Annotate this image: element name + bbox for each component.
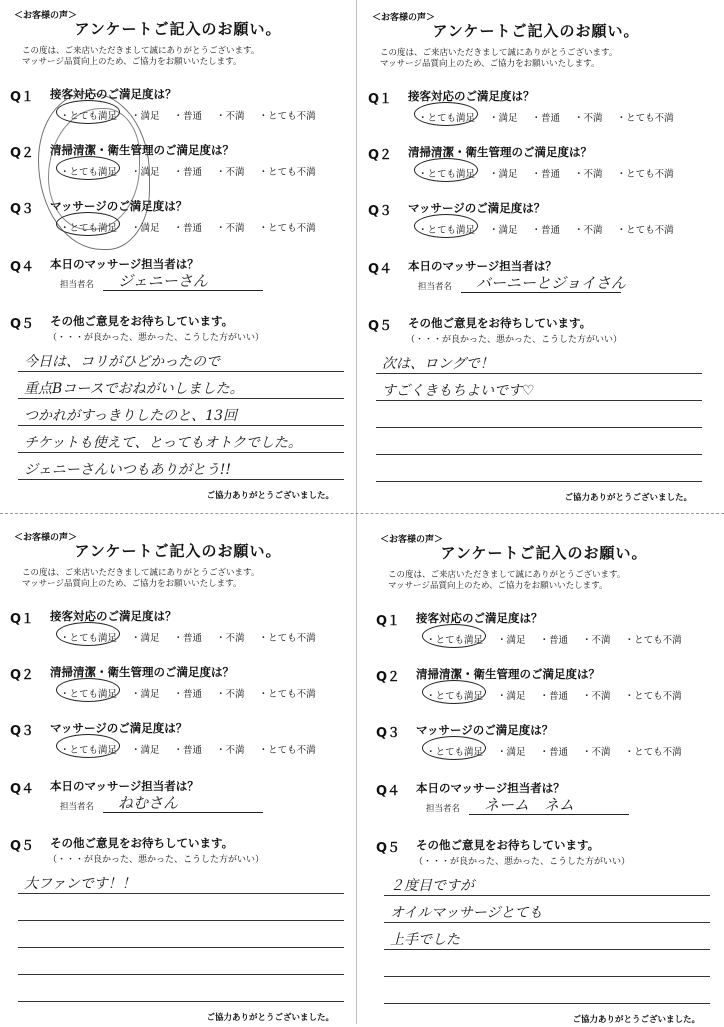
question-5	[374, 837, 714, 997]
question-number: Q４	[376, 784, 401, 799]
option-very-dissatisfied[interactable]: ・とても不満	[624, 691, 682, 702]
question-4	[8, 256, 348, 296]
option-dissatisfied[interactable]: ・不満	[216, 745, 245, 756]
question-text: 清掃清潔・衛生管理のご満足度は？	[416, 667, 600, 681]
question-text: 清掃清潔・衛生管理のご満足度は？	[50, 143, 234, 157]
option-satisfied[interactable]: ・満足	[131, 633, 160, 644]
intro-line-1: この度は、ご来店いただきまして誠にありがとうございます。	[22, 568, 260, 578]
staff-name-handwritten[interactable]: バーニーとジョイさん	[476, 274, 626, 292]
survey-intro	[388, 570, 625, 592]
customer-voice-tag: ＜お客様の声＞	[14, 11, 78, 21]
option-dissatisfied[interactable]: ・不満	[582, 747, 611, 758]
question-1	[374, 610, 714, 650]
intro-line-2: マッサージ品質向上のため、ご協力をお願いいたします。	[22, 57, 242, 67]
question-text: マッサージのご満足度は？	[50, 199, 188, 213]
staff-name-handwritten[interactable]: ねむさん	[118, 794, 179, 812]
comment-line	[376, 481, 702, 482]
comment-line	[384, 895, 710, 896]
comment-line	[376, 427, 702, 428]
comment-line	[18, 1001, 344, 1002]
comment-text-3[interactable]: つかれがすっきりしたのと、13回	[24, 408, 237, 424]
option-very-satisfied[interactable]: ・とても満足	[418, 225, 476, 236]
question-5	[8, 835, 348, 995]
question-text: 清掃清潔・衛生管理のご満足度は？	[408, 145, 592, 159]
question-hint: （・・・が良かった、悪かった、こうした方がいい）	[48, 855, 265, 865]
question-text: 本日のマッサージ担当者は？	[50, 779, 199, 793]
comment-line	[384, 949, 710, 950]
option-very-satisfied[interactable]: ・とても満足	[60, 745, 118, 756]
staff-name-underline	[103, 812, 263, 813]
survey-title: アンケートご記入のお願い。	[440, 544, 648, 562]
comment-line	[18, 947, 344, 948]
answer-options	[426, 744, 696, 758]
comment-line	[18, 974, 344, 975]
question-number: Q５	[10, 839, 35, 854]
option-very-satisfied[interactable]: ・とても満足	[426, 747, 484, 758]
comment-text-2[interactable]: すごくきもちよいです♡	[382, 383, 535, 399]
option-dissatisfied[interactable]: ・不満	[574, 225, 603, 236]
question-number: Q２	[376, 670, 401, 685]
option-satisfied[interactable]: ・満足	[131, 111, 160, 122]
option-neutral[interactable]: ・普通	[539, 747, 569, 758]
comment-line	[384, 922, 710, 923]
option-neutral[interactable]: ・普通	[173, 111, 203, 122]
option-neutral[interactable]: ・普通	[539, 691, 569, 702]
option-very-dissatisfied[interactable]: ・とても不満	[258, 745, 316, 756]
question-1	[366, 88, 706, 128]
option-satisfied[interactable]: ・満足	[131, 745, 160, 756]
question-text: マッサージのご満足度は？	[408, 201, 546, 215]
option-satisfied[interactable]: ・満足	[489, 225, 518, 236]
question-3	[366, 200, 706, 240]
question-4	[374, 780, 714, 820]
comment-text-4[interactable]: チケットも使えて、とってもオトクでした。	[24, 435, 302, 451]
survey-intro	[22, 46, 259, 68]
customer-voice-tag: ＜お客様の声＞	[14, 533, 78, 543]
question-2	[8, 664, 348, 704]
comment-line	[376, 400, 702, 401]
option-neutral[interactable]: ・普通	[173, 167, 203, 178]
intro-line-1: この度は、ご来店いただきまして誠にありがとうございます。	[388, 570, 626, 580]
option-neutral[interactable]: ・普通	[173, 223, 203, 234]
intro-line-2: マッサージ品質向上のため、ご協力をお願いいたします。	[388, 581, 608, 591]
question-5	[366, 315, 706, 475]
option-neutral[interactable]: ・普通	[173, 745, 203, 756]
survey-card	[8, 8, 348, 503]
option-very-dissatisfied[interactable]: ・とても不満	[258, 689, 316, 700]
question-5	[8, 313, 348, 478]
staff-name-underline	[103, 290, 263, 291]
survey-title: アンケートご記入のお願い。	[74, 542, 282, 560]
comment-line	[376, 373, 702, 374]
question-text: マッサージのご満足度は？	[50, 721, 188, 735]
question-number: Q１	[368, 92, 393, 107]
option-very-satisfied[interactable]: ・とても満足	[60, 223, 118, 234]
question-text: その他ご意見をお待ちしています。	[416, 838, 600, 852]
question-hint: （・・・が良かった、悪かった、こうした方がいい）	[406, 335, 623, 345]
answer-options	[426, 632, 696, 646]
staff-name-handwritten[interactable]: ジェニーさん	[118, 272, 208, 290]
option-satisfied[interactable]: ・満足	[497, 747, 526, 758]
comment-line	[384, 976, 710, 977]
question-number: Q３	[376, 726, 401, 741]
question-text: 本日のマッサージ担当者は？	[416, 781, 565, 795]
option-very-dissatisfied[interactable]: ・とても不満	[258, 223, 316, 234]
question-number: Q４	[10, 260, 35, 275]
comment-line	[376, 454, 702, 455]
answer-options	[418, 110, 688, 124]
option-neutral[interactable]: ・普通	[173, 633, 203, 644]
option-very-satisfied[interactable]: ・とても満足	[426, 635, 484, 646]
option-satisfied[interactable]: ・満足	[497, 691, 526, 702]
option-satisfied[interactable]: ・満足	[131, 223, 160, 234]
question-text: 本日のマッサージ担当者は？	[50, 257, 199, 271]
question-4	[8, 778, 348, 818]
question-number: Q２	[368, 148, 393, 163]
question-text: 接客対応のご満足度は？	[416, 611, 543, 625]
option-dissatisfied[interactable]: ・不満	[216, 167, 245, 178]
question-number: Q５	[10, 317, 35, 332]
survey-card	[8, 530, 348, 1025]
option-very-dissatisfied[interactable]: ・とても不満	[258, 167, 316, 178]
comment-line	[384, 1003, 710, 1004]
option-very-satisfied[interactable]: ・とても満足	[60, 111, 118, 122]
option-very-satisfied[interactable]: ・とても満足	[418, 169, 476, 180]
intro-line-2: マッサージ品質向上のため、ご協力をお願いいたします。	[380, 59, 600, 69]
option-very-satisfied[interactable]: ・とても満足	[418, 113, 476, 124]
option-very-satisfied[interactable]: ・とても満足	[60, 689, 118, 700]
question-number: Q３	[10, 202, 35, 217]
comment-text-1[interactable]: ２度目ですが	[390, 878, 474, 894]
thank-you-note: ご協力ありがとうございました。	[564, 493, 692, 503]
answer-options	[426, 688, 696, 702]
option-very-dissatisfied[interactable]: ・とても不満	[616, 113, 674, 124]
survey-card	[366, 10, 706, 505]
option-neutral[interactable]: ・普通	[173, 689, 203, 700]
comment-line	[18, 371, 344, 372]
option-neutral[interactable]: ・普通	[531, 169, 561, 180]
question-number: Q５	[368, 319, 393, 334]
comment-line	[18, 452, 344, 453]
question-text: 清掃清潔・衛生管理のご満足度は？	[50, 665, 234, 679]
question-text: その他ご意見をお待ちしています。	[408, 316, 592, 330]
option-neutral[interactable]: ・普通	[539, 635, 569, 646]
option-very-satisfied[interactable]: ・とても満足	[60, 167, 118, 178]
comment-text-2[interactable]: 重点Bコースでおねがいしました。	[24, 381, 244, 397]
question-text: 接客対応のご満足度は？	[50, 609, 177, 623]
survey-intro	[22, 568, 259, 590]
answer-options	[60, 686, 330, 700]
survey-title: アンケートご記入のお願い。	[74, 20, 282, 38]
comment-text-2[interactable]: オイルマッサージとても	[390, 905, 543, 921]
customer-voice-tag: ＜お客様の声＞	[372, 13, 436, 23]
question-text: 接客対応のご満足度は？	[408, 89, 535, 103]
option-satisfied[interactable]: ・満足	[497, 635, 526, 646]
option-dissatisfied[interactable]: ・不満	[582, 635, 611, 646]
answer-options	[418, 166, 688, 180]
option-dissatisfied[interactable]: ・不満	[582, 691, 611, 702]
option-very-dissatisfied[interactable]: ・とても不満	[616, 169, 674, 180]
question-number: Q２	[10, 668, 35, 683]
staff-name-label: 担当者名	[418, 282, 453, 292]
option-dissatisfied[interactable]: ・不満	[216, 223, 245, 234]
survey-card	[374, 532, 714, 1027]
question-4	[366, 258, 706, 298]
staff-name-label: 担当者名	[60, 280, 95, 290]
question-number: Q４	[368, 262, 393, 277]
answer-options	[60, 630, 330, 644]
option-satisfied[interactable]: ・満足	[489, 169, 518, 180]
question-number: Q１	[10, 612, 35, 627]
question-hint: （・・・が良かった、悪かった、こうした方がいい）	[48, 333, 265, 343]
option-very-dissatisfied[interactable]: ・とても不満	[258, 633, 316, 644]
option-neutral[interactable]: ・普通	[531, 225, 561, 236]
comment-text-1[interactable]: 今日は、コリがひどかったので	[24, 354, 220, 370]
option-neutral[interactable]: ・普通	[531, 113, 561, 124]
option-satisfied[interactable]: ・満足	[131, 167, 160, 178]
question-number: Q３	[368, 204, 393, 219]
staff-name-underline	[469, 814, 629, 815]
question-text: 接客対応のご満足度は？	[50, 87, 177, 101]
staff-name-handwritten[interactable]: ネーム ネム	[484, 796, 575, 814]
horizontal-divider	[0, 513, 724, 514]
option-satisfied[interactable]: ・満足	[489, 113, 518, 124]
question-3	[8, 720, 348, 760]
option-dissatisfied[interactable]: ・不満	[574, 113, 603, 124]
intro-line-1: この度は、ご来店いただきまして誠にありがとうございます。	[22, 46, 260, 56]
option-very-satisfied[interactable]: ・とても満足	[426, 691, 484, 702]
question-1	[8, 608, 348, 648]
customer-voice-tag: ＜お客様の声＞	[380, 535, 444, 545]
question-text: 本日のマッサージ担当者は？	[408, 259, 557, 273]
question-3	[374, 722, 714, 762]
comment-text-5[interactable]: ジェニーさんいつもありがとう!!	[24, 462, 231, 478]
option-dissatisfied[interactable]: ・不満	[216, 111, 245, 122]
question-number: Q４	[10, 782, 35, 797]
answer-options	[60, 742, 330, 756]
intro-line-2: マッサージ品質向上のため、ご協力をお願いいたします。	[22, 579, 242, 589]
thank-you-note: ご協力ありがとうございました。	[206, 1013, 334, 1023]
comment-line	[18, 425, 344, 426]
thank-you-note: ご協力ありがとうございました。	[572, 1015, 700, 1025]
question-number: Q２	[10, 146, 35, 161]
comment-line	[18, 479, 344, 480]
question-text: マッサージのご満足度は？	[416, 723, 554, 737]
thank-you-note: ご協力ありがとうございました。	[206, 491, 334, 501]
option-dissatisfied[interactable]: ・不満	[216, 689, 245, 700]
comment-text-1[interactable]: 次は、ロングで！	[382, 356, 494, 372]
question-text: その他ご意見をお待ちしています。	[50, 836, 234, 850]
option-very-satisfied[interactable]: ・とても満足	[60, 633, 118, 644]
comment-line	[18, 398, 344, 399]
survey-title: アンケートご記入のお願い。	[432, 22, 640, 40]
answer-options	[418, 222, 688, 236]
comment-line	[18, 920, 344, 921]
option-dissatisfied[interactable]: ・不満	[574, 169, 603, 180]
option-very-dissatisfied[interactable]: ・とても不満	[616, 225, 674, 236]
vertical-divider	[356, 0, 357, 1024]
question-2	[366, 144, 706, 184]
question-hint: （・・・が良かった、悪かった、こうした方がいい）	[414, 857, 631, 867]
question-number: Q５	[376, 841, 401, 856]
question-number: Q１	[376, 614, 401, 629]
option-satisfied[interactable]: ・満足	[131, 689, 160, 700]
option-very-dissatisfied[interactable]: ・とても不満	[258, 111, 316, 122]
staff-name-label: 担当者名	[426, 804, 461, 814]
staff-name-underline	[461, 292, 621, 293]
option-very-dissatisfied[interactable]: ・とても不満	[624, 747, 682, 758]
question-2	[374, 666, 714, 706]
staff-name-label: 担当者名	[60, 802, 95, 812]
question-number: Q１	[10, 90, 35, 105]
comment-text-1[interactable]: 大ファンです！！	[24, 876, 136, 892]
question-text: その他ご意見をお待ちしています。	[50, 314, 234, 328]
comment-line	[18, 893, 344, 894]
question-number: Q３	[10, 724, 35, 739]
comment-text-3[interactable]: 上手でした	[390, 932, 460, 948]
survey-intro	[380, 48, 617, 70]
intro-line-1: この度は、ご来店いただきまして誠にありがとうございます。	[380, 48, 618, 58]
option-dissatisfied[interactable]: ・不満	[216, 633, 245, 644]
option-very-dissatisfied[interactable]: ・とても不満	[624, 635, 682, 646]
